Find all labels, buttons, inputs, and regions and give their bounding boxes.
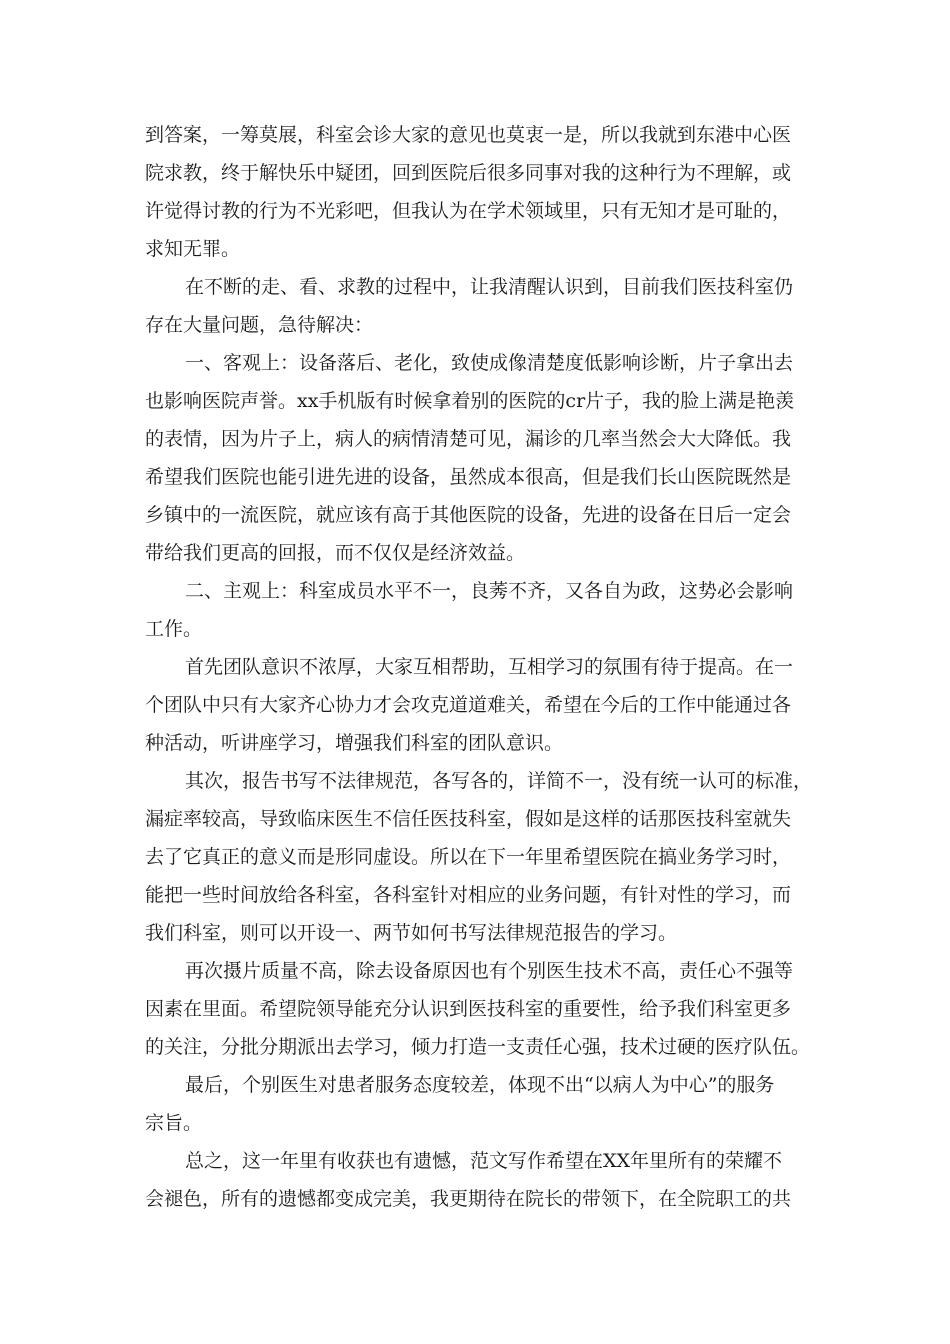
text-line: 在不断的走、看、求教的过程中，让我清醒认识到，目前我们医技科室仍 — [185, 276, 794, 298]
text-line: 我们科室，则可以开设一、两节如何书写法律规范报告的学习。 — [145, 922, 678, 944]
text-line: 去了它真正的意义而是形同虚设。所以在下一年里希望医院在搞业务学习时， — [145, 846, 792, 868]
paragraph — [145, 572, 825, 648]
text-line: 其次，报告书写不法律规范，各写各的，详简不一，没有统一认可的标准， — [185, 770, 813, 792]
text-line: 希望我们医院也能引进先进的设备，虽然成本很高，但是我们长山医院既然是 — [145, 466, 792, 488]
paragraph — [145, 648, 825, 762]
text-line: 总之，这一年里有收获也有遗憾，范文写作希望在XX年里所有的荣耀不 — [185, 1150, 783, 1172]
paragraph — [145, 1142, 825, 1218]
text-line: 院求教，终于解快乐中疑团，回到医院后很多同事对我的这种行为不理解，或 — [145, 162, 792, 184]
text-line: 求知无罪。 — [145, 238, 241, 260]
text-line: 许觉得讨教的行为不光彩吧，但我认为在学术领域里，只有无知才是可耻的， — [145, 200, 792, 222]
text-line: 到答案，一筹莫展，科室会诊大家的意见也莫衷一是，所以我就到东港中心医 — [145, 124, 792, 146]
text-line: 再次摄片质量不高，除去设备原因也有个别医生技术不高，责任心不强等 — [185, 960, 794, 982]
text-line: 种活动，听讲座学习，增强我们科室的团队意识。 — [145, 732, 564, 754]
paragraph — [145, 344, 825, 572]
text-line: 的表情，因为片子上，病人的病情清楚可见，漏诊的几率当然会大大降低。我 — [145, 428, 792, 450]
paragraph — [145, 952, 825, 1066]
text-line: 带给我们更高的回报，而不仅仅是经济效益。 — [145, 542, 526, 564]
text-line: 工作。 — [145, 618, 203, 640]
text-line: 存在大量问题，急待解决： — [145, 314, 374, 336]
text-line: 漏症率较高，导致临床医生不信任医技科室，假如是这样的话那医技科室就失 — [145, 808, 792, 830]
paragraph — [145, 268, 825, 344]
text-line: 也影响医院声誉。xx手机版有时候拿着别的医院的cr片子，我的脸上满是艳羡 — [145, 390, 795, 412]
text-line: 首先团队意识不浓厚，大家互相帮助，互相学习的氛围有待于提高。在一 — [185, 656, 794, 678]
text-line: 能把一些时间放给各科室，各科室针对相应的业务问题，有针对性的学习，而 — [145, 884, 792, 906]
paragraph — [145, 116, 825, 268]
paragraph — [145, 1066, 825, 1142]
text-line: 二、主观上：科室成员水平不一，良莠不齐，又各自为政，这势必会影响 — [185, 580, 794, 602]
text-line: 一、客观上：设备落后、老化，致使成像清楚度低影响诊断，片子拿出去 — [185, 352, 794, 374]
text-line: 宗旨。 — [145, 1112, 203, 1134]
text-line: 个团队中只有大家齐心协力才会攻克道道难关，希望在今后的工作中能通过各 — [145, 694, 792, 716]
document-body — [145, 116, 825, 1218]
text-line: 因素在里面。希望院领导能充分认识到医技科室的重要性，给予我们科室更多 — [145, 998, 792, 1020]
text-line: 会褪色，所有的遗憾都变成完美，我更期待在院长的带领下，在全院职工的共 — [145, 1188, 792, 1210]
paragraph — [145, 762, 825, 952]
text-line: 乡镇中的一流医院，就应该有高于其他医院的设备，先进的设备在日后一定会 — [145, 504, 792, 526]
text-line: 最后，个别医生对患者服务态度较差，体现不出“以病人为中心”的服务 — [185, 1074, 775, 1096]
text-line: 的关注，分批分期派出去学习，倾力打造一支责任心强，技术过硬的医疗队伍。 — [145, 1036, 811, 1058]
